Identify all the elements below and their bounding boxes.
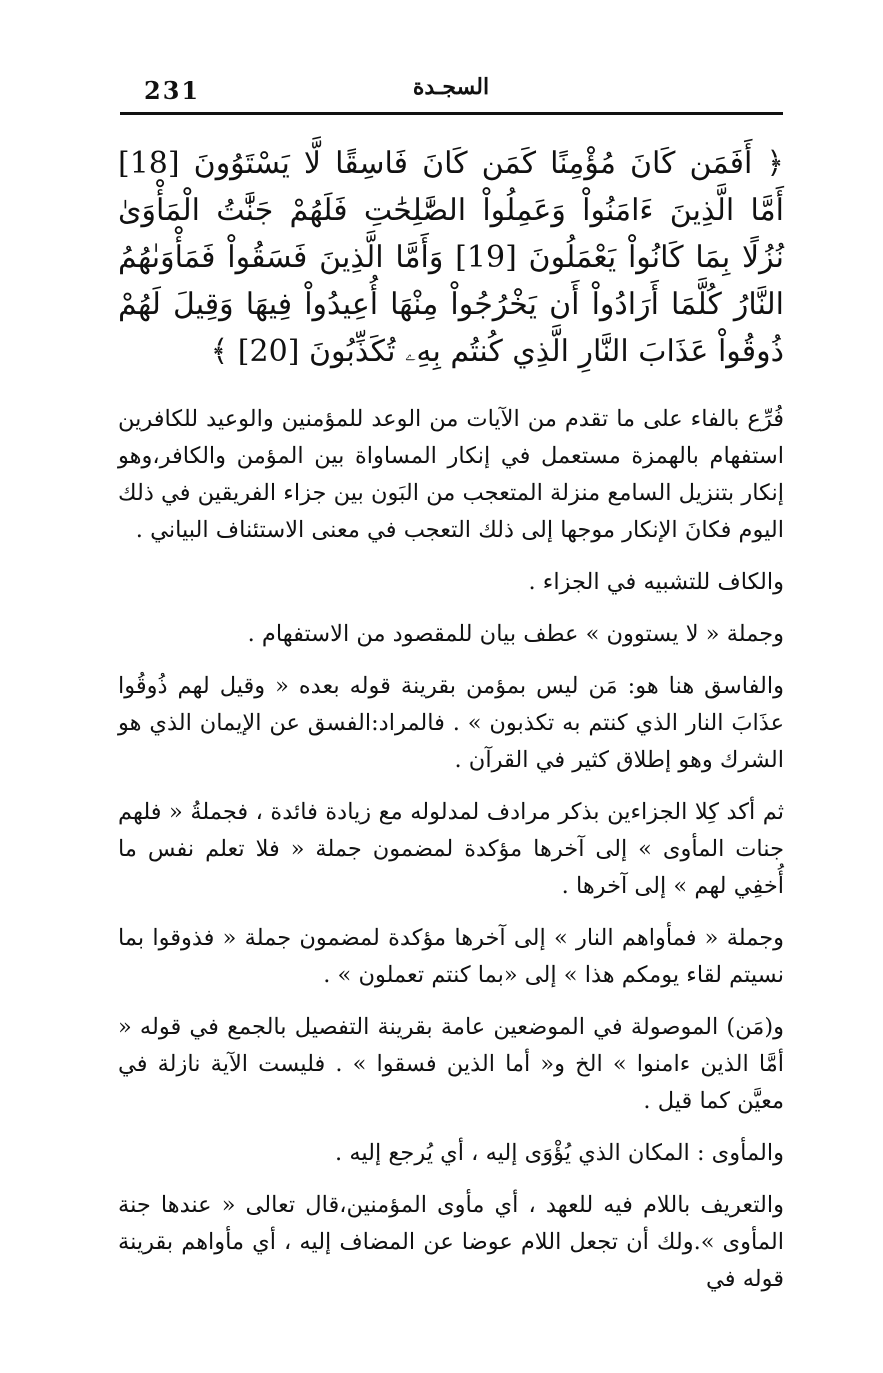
running-title: السجـدة [412, 74, 490, 100]
commentary-paragraph: فُرِّع بالفاء على ما تقدم من الآيات من الوعد للمؤمنين والوعيد للكافرين استفهام بالهمزة مستعمل في إنكار المساواة بين المؤمن والكافر،وهو إنكار بتنزيل السامع منزلة المتعجب من البَون بين جزاء الفريقين في ذلك اليوم فكانَ الإنكار موجها إلى ذلك التعجب في معنى الاستئناف البياني . [118, 406, 784, 543]
commentary-paragraph: والتعريف باللام فيه للعهد ، أي مأوى المؤمنين،قال تعالى « عندها جنة المأوى ».ولك أن تجعل اللام عوضا عن المضاف إليه ، أي مأواهم بقرينة قوله في [118, 1192, 784, 1292]
commentary-paragraph: وجملة « لا يستوون » عطف بيان للمقصود من الاستفهام . [247, 621, 784, 647]
commentary-paragraph: و(مَن) الموصولة في الموضعين عامة بقرينة التفصيل بالجمع في قوله « أمَّا الذين ءامنوا » الخ و« أما الذين فسقوا » . فليست الآية نازلة في معيَّن كما قيل . [118, 1014, 784, 1114]
header-rule [120, 112, 783, 115]
page-body [118, 140, 784, 1313]
commentary-paragraph: والكاف للتشبيه في الجزاء . [528, 569, 784, 595]
verse-close-bracket: ﴾ [210, 334, 229, 369]
commentary-paragraph: وجملة « فمأواهم النار » إلى آخرها مؤكدة لمضمون جملة « فذوقوا بما نسيتم لقاء يومكم هذا » إلى «بما كنتم تعملون » . [118, 925, 784, 988]
commentary-paragraph: ثم أكد كِلا الجزاءين بذكر مرادف لمدلوله مع زيادة فائدة ، فجملةُ « فلهم جنات المأوى » إلى آخرها مؤكدة لمضمون جملة « فلا تعلم نفس ما أُخفِي لهم » إلى آخرها . [118, 799, 784, 899]
verse-open-bracket: ﴿ [766, 146, 784, 181]
page-number: 231 [144, 76, 201, 105]
quran-verse-block [118, 140, 784, 375]
verse-text: أَفَمَن كَانَ مُؤْمِنًا كَمَن كَانَ فَاسِقًا لَّا يَسْتَوُونَ [18] أَمَّا الَّذِينَ ءَامَنُواْ وَعَمِلُواْ الصَّٰلِحَٰتِ فَلَهُمْ جَنَّٰتُ الْمَأْوَىٰ نُزُلًا بِمَا كَانُواْ يَعْمَلُونَ [19] وَأَمَّا الَّذِينَ فَسَقُواْ فَمَأْوَىٰهُمُ النَّارُ كُلَّمَا أَرَادُواْ أَن يَخْرُجُواْ مِنْهَا أُعِيدُواْ فِيهَا وَقِيلَ لَهُمْ ذُوقُواْ عَذَابَ النَّارِ الَّذِي كُنتُم بِهِۦ تُكَذِّبُونَ [20] [118, 146, 784, 369]
commentary-paragraph: والفاسق هنا هو: مَن ليس بمؤمن بقرينة قوله بعده « وقيل لهم ذُوقُوا عذَابَ النار الذي كنتم به تكذبون » . فالمراد:الفسق عن الإيمان الذي هو الشرك وهو إطلاق كثير في القرآن . [118, 673, 784, 773]
page-header [120, 70, 782, 110]
commentary-paragraph: والمأوى : المكان الذي يُؤْوَى إليه ، أي يُرجع إليه . [335, 1140, 784, 1166]
